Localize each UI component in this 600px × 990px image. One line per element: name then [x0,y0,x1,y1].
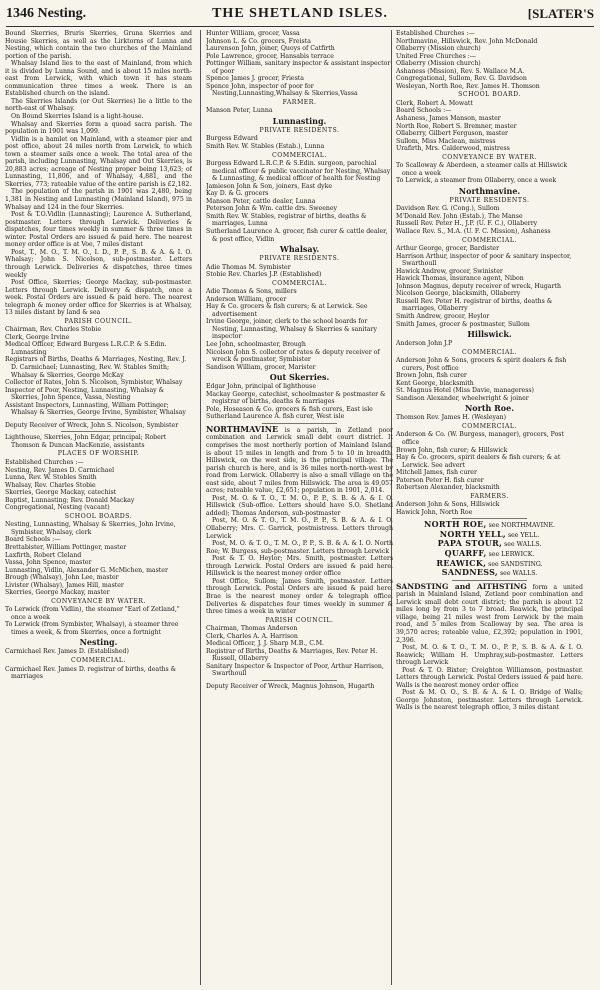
parish-text: form a united parish in Mainland Island, Zetland poor combination and Lerwick small debt court district; the parish is about 12 miles long by from 3 to 7 broad. Reawick, the principal village, being 21 miles west from Lerwick by the main road, and 5 miles from Scalloway by sea. The area is 39,570 acres; rateable value, £2,392; population in 1901, 2,396. [396,583,583,644]
ref-place: PAPA STOUR, [437,538,503,549]
ref-target: see SANDSTING. [488,560,543,568]
section-heading: SCHOOL BOARD. [458,91,521,99]
paragraph: Post, T., M. O., T. M. O., I. D., P. P., S. B. & A. & I. O. Whalsay; John S. Nicolson, sub-postmaster. Letters through Lerwick. Deliveries & dispatches, three times weekly [5,248,192,279]
section-heading: FARMERS. [470,492,509,500]
entry: Livister (Whalsay), James Hill, master [5,581,124,589]
divider [61,419,136,420]
place-heading: Whalsay. [279,244,320,255]
entry: Mackay George, catechist, schoolmaster & postmaster & registrar of births, deaths & marriages [206,390,386,406]
entry: Arthur George, grocer, Bardister [396,245,500,253]
entry: Irvine George, joiner, clerk to the school boards for Nesting, Lunnasting, Whalsay & Skerries & sanitary inspector [206,318,377,341]
entry: Sanitary Inspector & Inspector of Poor, Arthur Harrison, Swarthoull [206,662,384,678]
entry: Ashaness, James Manson, master [396,114,501,122]
entry: Peterson John & Wm. cattle drs. Sweeney [206,205,338,213]
entry: Anderson John & Sons, Hillswick [396,501,500,509]
parish-text: is a parish, in Zetland poor combination and Lerwick small debt court district. It comprises the most northerly portion of Mainland Island, is about 15 miles in length and from 5 to 10 in breadth. Hillswick, on the west side, is the principal village. The parish church is here, and is 36 miles north-north-west by road from Lerwick. Ollaberry is also a small village on the east side, about 7 miles from Hillswick. The area is 49,057 acres; rateable value, £2,651; population in 1901, 2,014. [206,426,393,495]
entry: Established Churches :— [396,30,475,37]
section-heading: FARMER. [282,98,317,106]
entry: Smith James, grocer & postmaster, Sullom [396,320,530,328]
entry: Established Churches :— [5,458,84,466]
entry: Brettabister, William Pottinger, master [5,543,127,551]
entry: Brown John, fish curer [396,372,467,380]
page-title: THE SHETLAND ISLES. [212,6,388,21]
entry: Collector of Rates, John S. Nicolson, Symbister, Whalsay [5,379,183,387]
entry: Russell Rev. Peter H., J.P. (U. F. C.), Ollaberry [396,220,538,228]
entry: Smith Rev. W. Stables (Estab.), Lunna [206,143,325,151]
entry: Thomson Rev. James H. (Wesleyan) [396,414,507,422]
entry: To Scalloway & Aberdeen, a steamer calls at Hillswick once a week [396,162,568,177]
paragraph: The population of the parish in 1901 was 2,480, being 1,381 in Nesting and Lunnasting (Mainland Island), 975 in Whalsay and 124 in the four Skerries. [5,188,192,211]
entry: Spence James J. grocer, Friesta [206,75,304,83]
paragraph: Post & T. O. Bixter; Creighton Williamson, postmaster. Letters through Lerwick. Postal Orders issued & paid here. Walls is the nearest money order office [396,666,583,689]
entry: Nicolson John S. collector of rates & deputy receiver of wreck & postmaster, Symbister [206,348,380,364]
entry: Smith Andrew, grocer, Heylor [396,312,490,320]
divider [61,431,136,432]
page-number: 1346 Nesting. [6,6,87,21]
entry: Clerk, George Irvine [5,333,70,341]
paragraph: The Skerries Islands (or Out Skerries) lie a little to the north-east of Whalsay. [5,97,192,113]
entry: Jamieson John & Son, joiners, East dyke [206,182,333,190]
entry: Assistant Inspectors, Lunnasting, William Pottinger; Whalsay & Skerries, George Irvine, Symbister, Whalsay [5,401,186,417]
entry: Anderson John J.P [396,340,453,348]
place-heading: Northmavine. [458,185,521,196]
paragraph: Post, M. O. & T. O., T. M. O., P. P., S. B. & A. & I. O. Ollaberry; Mrs. C. Garrick, postmistress. Letters through Lerwick [206,517,393,540]
entry: Ollaberry (Mission church) [396,45,481,53]
entry: Sandison Alexander, wheelwright & joiner [396,394,529,402]
entry: To Lerwick (from Symbister, Whalsay), a steamer three times a week, & from Skerries, once a fortnight [5,621,179,636]
page-header [6,6,594,28]
entry: Manson Peter, cattle dealer, Lunna [206,197,316,205]
entry: North Roe, Robert S. Bremner, master [396,122,517,130]
entry: Deputy Receiver of Wreck, Magnus Johnson, Hugarth [206,682,375,690]
section-heading: COMMERCIAL. [462,348,517,356]
entry: Johnson L. & Co. grocers, Freista [206,37,311,45]
entry: Inspector of Poor, Nesting, Lunnasting, Whalsay & Skerries, John Spence, Vassa, Nesting [5,386,165,402]
entry: Nesting, Rev. James D. Carmichael [5,466,115,474]
paragraph: Post & T.O.Vidlin (Lunnasting); Laurence A. Sutherland, postmaster. Letters through Lerwick. Deliveries & dispatches, four times weekly in summer & three times in winter. Postal Orders are issued & paid here. The nearest money order office is at Voe, 7 miles distant [5,211,192,249]
entry: Hay & Co. grocers, spirit dealers & fish curers; & at Lerwick. See advert [396,454,561,469]
paragraph: Post, M. O. & T. O., T. M. O., P. P., S. B. & A. & I. O. Hillswick (Sub-office. Letters should have S.O. Shetland added); Thomas Anderson, sub-postmaster [206,494,393,517]
ref-place: NORTH ROE, [424,519,487,530]
entry: Hawick John, North Roe [396,508,473,516]
entry: Registrar of Births, Deaths & Marriages, Rev. Peter H. Russell, Ollaberry [206,647,378,663]
ref-place: SANDNESS, [441,567,499,578]
section-heading: PARISH COUNCIL. [64,317,133,325]
entry: Carmichael Rev. James D. registrar of births, deaths & marriages [5,665,177,681]
entry: Lee John, schoolmaster, Brough [206,341,306,348]
column-2 [206,30,393,985]
entry: Wesleyan, North Roe, Rev. James H. Thomson [396,82,540,90]
parish-description [396,583,583,644]
entry: Kay D. & G. grocers [206,190,269,198]
entry: Sutherland Laurence A. grocer, fish curer & cattle dealer, & post office, Vidlin [206,227,388,243]
entry: Board Schools :— [5,536,61,544]
paragraph: Post & M. O. O., S. B. & A. & I. O. Bridge of Walls; George Johnston, postmaster. Letters through Lerwick. Walls is the nearest telegraph office, 3 miles distant [396,689,583,712]
section-heading: COMMERCIAL. [462,422,517,430]
place-heading: Out Skerries. [269,372,330,383]
entry: Baptist, Lunnasting; Rev. Donald Mackay [5,496,135,504]
entry: Sullom, Miss Maclean, mistress [396,137,496,145]
entry: Hawick Thomas, insurance agent, Nibon [396,275,524,283]
parish-description [206,423,393,495]
entry: Registrars of Births, Deaths & Marriages, Nesting, Rev. J. D. Carmichael; Lunnasting, Rev. W. Stables Smith; Whalsay & Skerries, George McKay [5,356,187,379]
entry: Anderson John & Sons, grocers & spirit dealers & fish curers, Post office [396,357,567,372]
place-heading: Nesting. [79,637,118,648]
ref-place: NORTH YELL, [439,528,506,539]
paragraph: Whalsay Island lies to the east of Mainland, from which it is divided by Lunna Sound, and is about 15 miles north-east from Lerwick, with which town it has steam communication three times a week. There is an Established church on the island. [5,60,192,98]
section-heading: SCHOOL BOARDS. [64,512,133,520]
header-rule [6,26,594,27]
entry: Davidson Rev. G. (Cong.), Sullom [396,205,500,213]
entry: Burgess Edward L.R.C.P. & S.Edin. surgeon, parochial medical officer & public vaccinator for Nesting, Whalsay & Lunnasting, & medical officer of health for Nesting [206,160,391,183]
section-heading: CONVEYANCE BY WATER. [51,597,146,605]
section-heading: COMMERCIAL. [272,279,327,287]
entry: Pole, Hoseason & Co. grocers & fish curers, East isle [206,405,373,413]
cross-reference [396,540,583,549]
paragraph: Post Office, Skerries; George Mackay, sub-postmaster. Letters through Lerwick. Delivery & dispatch, once a week. Postal Orders are issued & paid here. The nearest telegraph & money order office for Skerries is at Whalsay, 13 miles distant by land & sea [5,279,192,317]
section-heading: COMMERCIAL. [71,657,126,665]
entry: Adie Thomas M. Symbister [206,263,291,271]
place-heading: Lunnasting. [272,115,327,126]
entry: Laurenson John, joiner, Quoys of Catfirth [206,45,335,53]
entry: Sandison William, grocer, Marister [206,363,316,371]
divider [262,680,337,681]
entry: Chairman, Thomas Anderson [206,625,298,633]
entry: Edgar John, principal of lighthouse [206,383,316,391]
entry: Robertson Alexander, blacksmith [396,484,500,492]
entry: M'Donald Rev. John (Estab.), The Manse [396,212,523,220]
section-heading: COMMERCIAL. [462,236,517,244]
entry: Burgess Edward [206,135,258,143]
entry: Nesting, Lunnasting, Whalsay & Skerries, John Irvine, Symbister, Whalsay, clerk [5,521,176,536]
entry: Pole Lawrence, grocer, Hansabis terrace [206,52,334,60]
entry: Hunter William, grocer, Vassa [206,30,300,37]
entry: Mitchell James, fish curer [396,469,477,477]
column-1 [5,30,192,985]
entry: Manson Peter, Lunna [206,107,273,115]
parish-name: SANDSTING and AITHSTING [396,581,527,591]
entry: St. Magnus Hotel (Miss Davie, manageress) [396,387,534,395]
entry: Wallace Rev. S., M.A. (U. F. C. Mission), Ashaness [396,227,551,235]
entry: Smith Rev. W. Stables, registrar of births, deaths & marriages, Lunna [206,212,367,228]
entry: Urafirth, Mrs. Calderwood, mistress [396,145,510,153]
place-heading: North Roe. [464,403,515,414]
entry: Northmavine, Hillswick, Rev. John McDonald [396,37,538,45]
paragraph: Post Office, Sullom; James Smith, postmaster. Letters through Lerwick. Postal Orders are issued & paid here. Brae is the nearest money order & telegraph office. Deliveries & dispatches four times weekly in summer & three times a week in winter [206,577,393,616]
entry: Clerk, Charles A. A. Harrison [206,632,298,640]
entry: Congregational, Sullom, Rev. G. Davidson [396,75,527,83]
entry: Lighthouse, Skerries, John Edgar, principal; Robert Thomson & Duncan MacKenzie, assistants [5,434,167,449]
entry: Clerk, Robert A. Mowatt [396,99,473,107]
entry: Vassa, John Spence, master [5,559,92,567]
entry: Anderson William, grocer [206,295,287,303]
entry: Adie Thomas & Sons, millers [206,288,297,296]
section-heading: PRIVATE RESIDENTS. [259,255,340,263]
paragraph: Post, M. O. & T. O., T. M. O., P. P., S. B. & A. & I. O. Reawick; William H. Umphray,sub-postmaster. Letters through Lerwick [396,644,583,667]
column-3 [396,30,583,985]
entry: Lunnasting, Vidlin, Alexander G. McMichen, master [5,566,168,574]
ref-target: see WALLS. [504,541,542,549]
entry: Anderson & Co. (W. Burgess, manager), grocers, Post office [396,431,564,446]
entry: To Lerwick, a steamer from Ollaberry, once a week [396,177,557,185]
directory-name: [SLATER'S [527,6,594,21]
entry: Laxfirth, Robert Cleland [5,551,82,559]
entry: Skerries, George Mackay, catechist [5,489,117,497]
paragraph: Post, M. O. & T. O., T. M. O., P. P., S. B. & A. & I. O. North Roe; W. Burgess, sub-postmaster. Letters through Lerwick [206,540,393,555]
entry: Chairman, Rev. Charles Stobie [5,326,102,334]
paragraph: Vidlin is a hamlet on Mainland, with a steamer pier and post office, about 24 miles north from Lerwick, to which town a steamer sails once a week. The total area of the parish, including Lunnasting, Whalsay and Out Skerries, is 20,883 acres; acreage of Nesting proper being 13,623; of Lunnasting, 11,806, and of Whalsay, 4,881, and the Skerries, 773; rateable value of the entire parish is £2,182. [5,135,192,188]
cross-reference [396,550,583,559]
entry: Harrison Arthur, inspector of poor & sanitary inspector, Swarthoull [396,252,572,268]
entry: Russell Rev. Peter H. registrar of births, deaths & marriages, Ollaberry [396,297,553,313]
entry: Nicolson George, blacksmith, Ollaberry [396,290,521,298]
entry: Ollaberry (Mission church) [396,60,481,68]
paragraph: On Bound Skerries Island is a light-house. [11,113,144,121]
section-heading: PRIVATE RESIDENTS. [449,196,530,204]
entry: Brown John, fish curer; & Hillswick [396,446,508,454]
section-heading: CONVEYANCE BY WATER. [442,153,537,161]
entry: Skerries, George Mackay, master [5,589,110,597]
entry: Pottinger William, sanitary inspector & assistant inspector of poor [206,60,391,75]
entry: Stobie Rev. Charles J.P. (Established) [206,271,322,279]
section-heading: PRIVATE RESIDENTS. [259,126,340,134]
paragraph: Whalsay and Skerries form a quoad sacra parish. The population in 1901 was 1,099. [5,120,192,136]
section-heading: PARISH COUNCIL. [265,616,334,624]
entry: Medical Officer, J. J. Sharp M.B., C.M. [206,640,325,648]
entry: Whalsay, Rev. Charles Stobie [5,481,96,489]
place-heading: Hillswick. [467,329,512,340]
entry: Medical Officer, Edward Burgess L.R.C.P. & S.Edin. Lunnasting [5,341,167,356]
cross-reference [396,569,583,578]
ref-target: see NORTHMAVINE. [488,522,555,530]
parish-name: NORTHMAVINE [206,423,279,434]
entry: Carmichael Rev. James D. (Established) [5,648,129,656]
entry: Spence John, inspector of poor for Nesting,Lunnasting,Whalsay & Skerries,Vassa [206,82,358,98]
divider [452,580,527,581]
entry: Congregational, Nesting (vacant) [5,504,110,512]
entry: Ollaberry, Gilbert Ferguson, master [396,130,508,138]
ref-place: QUARFF, [444,548,487,559]
entry: Sutherland Laurence A. fish curer, West isle [206,413,345,421]
ref-target: see LERWICK. [488,551,535,559]
entry: Ashaness (Mission), Rev. S. Wallace M.A. [396,67,525,75]
entry: Board Schools :— [396,107,452,115]
paragraph: Post & T. O. Heylor; Mrs. Smith, postmaster. Letters through Lerwick. Postal Orders are issued & paid here. Hillswick is the nearest money order office [206,555,393,578]
entry: Hawick Andrew, grocer, Swinister [396,267,503,275]
ref-target: see YELL. [507,531,540,539]
ref-target: see WALLS. [500,570,538,578]
entry: Kent George, blacksmith [396,379,474,387]
entry: Johnson Magnus, deputy receiver of wreck, Hugarth [396,282,561,290]
section-heading: COMMERCIAL. [272,151,327,159]
section-heading: PLACES OF WORSHIP. [57,450,140,458]
entry: United Free Churches :— [396,52,476,60]
entry: Deputy Receiver of Wreck, John S. Nicolson, Symbister [5,421,179,429]
entry: Paterson Peter H. fish curer [396,476,484,484]
entry: Hay & Co. grocers & fish curers; & at Lerwick. See advertisement [206,303,368,318]
entry: Brough (Whalsay), John Lee, master [5,574,119,582]
column-divider [200,30,201,985]
entry: To Lerwick (from Vidlin), the steamer "Earl of Zetland," once a week [5,606,180,621]
entry: Lunna, Rev. W. Stobles Smith [5,474,97,482]
ref-place: REAWICK, [436,557,487,568]
paragraph: Bound Skerries, Bruris Skerries, Gruna Skerries and Housie Skerries, as well as the Lirktorns of Lunna and Nesting, which contain the two churches of the Mainland portion of the parish. [5,30,192,60]
